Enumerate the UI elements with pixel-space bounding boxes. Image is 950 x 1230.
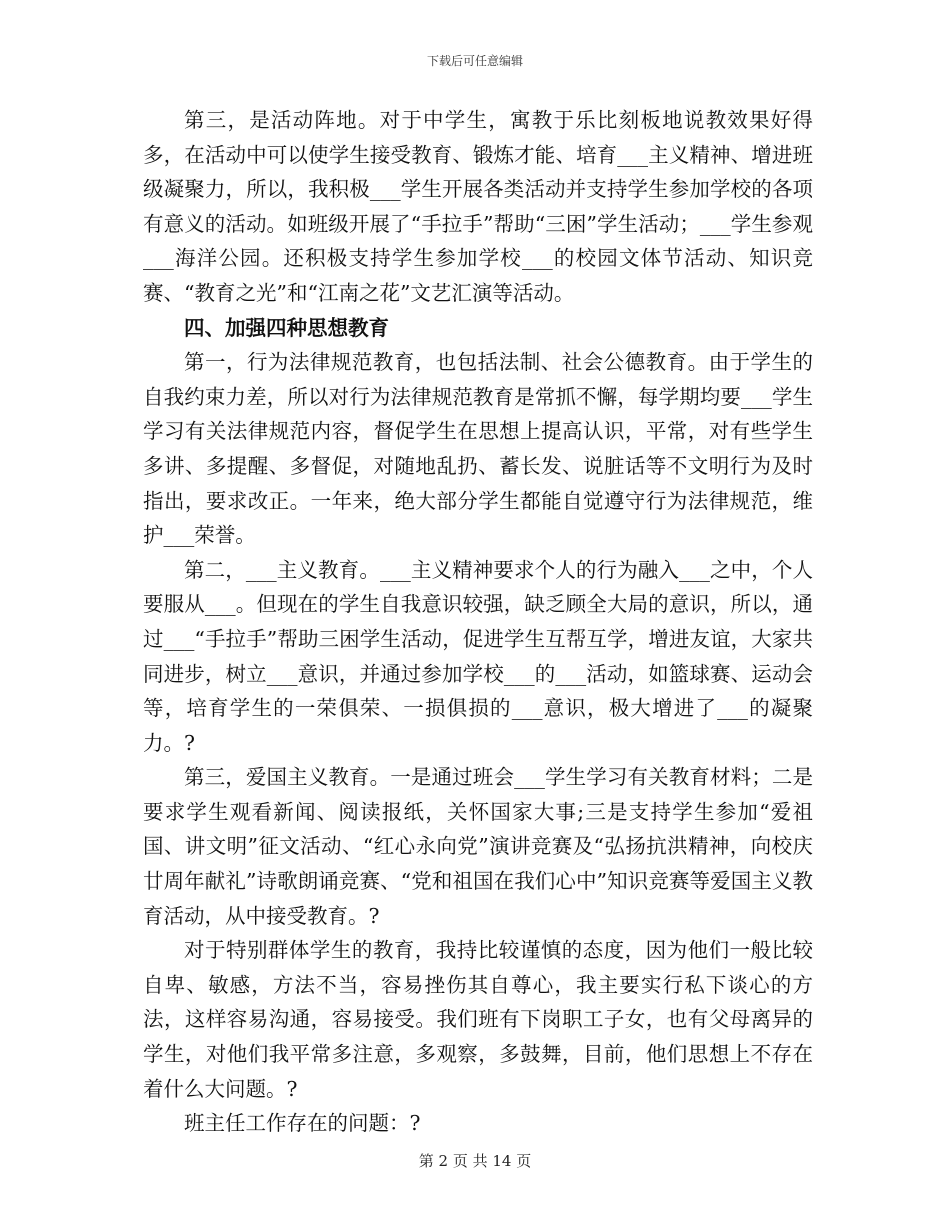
paragraph-legal-norms-education: 第一，行为法律规范教育，也包括法制、社会公德教育。由于学生的自我约束力差，所以对行为法律规范教育是常抓不懈，每学期均要___学生学习有关法律规范内容，督促学生在思想上提高认识，平常，对有些学生多讲、多提醒、多督促，对随地乱扔、蓄长发、说脏话等不文明行为及时指出，要求改正。一年来，绝大部分学生都能自觉遵守行为法律规范，维护___荣誉。 — [143, 350, 813, 548]
page-footer: 第 2 页 共 14 页 — [418, 1152, 532, 1170]
paragraph-collective-education: 第二，___主义教育。___主义精神要求个人的行为融入___之中，个人要服从___。但现在的学生自我意识较强，缺乏顾全大局的意识，所以，通过___“手拉手”帮助三困学生活动，促进学生互帮互学，增进友谊，大家共同进步，树立___意识，并通过参加学校___的___活动，如篮球赛、运动会等，培育学生的一荣俱荣、一损俱损的___意识，极大增进了___的凝聚力。? — [143, 557, 813, 755]
paragraph-patriotic-education: 第三，爱国主义教育。一是通过班会___学生学习有关教育材料；二是要求学生观看新闻、阅读报纸，关怀国家大事;三是支持学生参加“爱祖国、讲文明”征文活动、“红心永向党”演讲竞赛及“弘扬抗洪精神，向校庆廿周年献礼”诗歌朗诵竞赛、“党和祖国在我们心中”知识竞赛等爱国主义教育活动，从中接受教育。? — [143, 765, 813, 928]
section-heading-four-ideological-education: 四、加强四种思想教育 — [184, 315, 389, 340]
paragraph-problems-heading: 班主任工作存在的问题：? — [184, 1111, 421, 1136]
page-header: 下载后可任意编辑 — [426, 54, 523, 68]
paragraph-special-groups-education: 对于特别群体学生的教育，我持比较谨慎的态度，因为他们一般比较自卑、敏感，方法不当，容易挫伤其自尊心，我主要实行私下谈心的方法，这样容易沟通，容易接受。我们班有下岗职工子女，也有父母离异的学生，对他们我平常多注意，多观察，多鼓舞，目前，他们思想上不存在着什么大问题。? — [143, 938, 813, 1101]
paragraph-activity-venue: 第三，是活动阵地。对于中学生，寓教于乐比刻板地说教效果好得多，在活动中可以使学生接受教育、锻炼才能、培育___主义精神、增进班级凝聚力，所以，我积极___学生开展各类活动并支持学生参加学校的各项有意义的活动。如班级开展了“手拉手”帮助“三困”学生活动；___学生参观___海洋公园。还积极支持学生参加学校___的校园文体节活动、知识竞赛、“教育之光”和“江南之花”文艺汇演等活动。 — [143, 108, 813, 305]
document-body — [143, 103, 813, 1141]
